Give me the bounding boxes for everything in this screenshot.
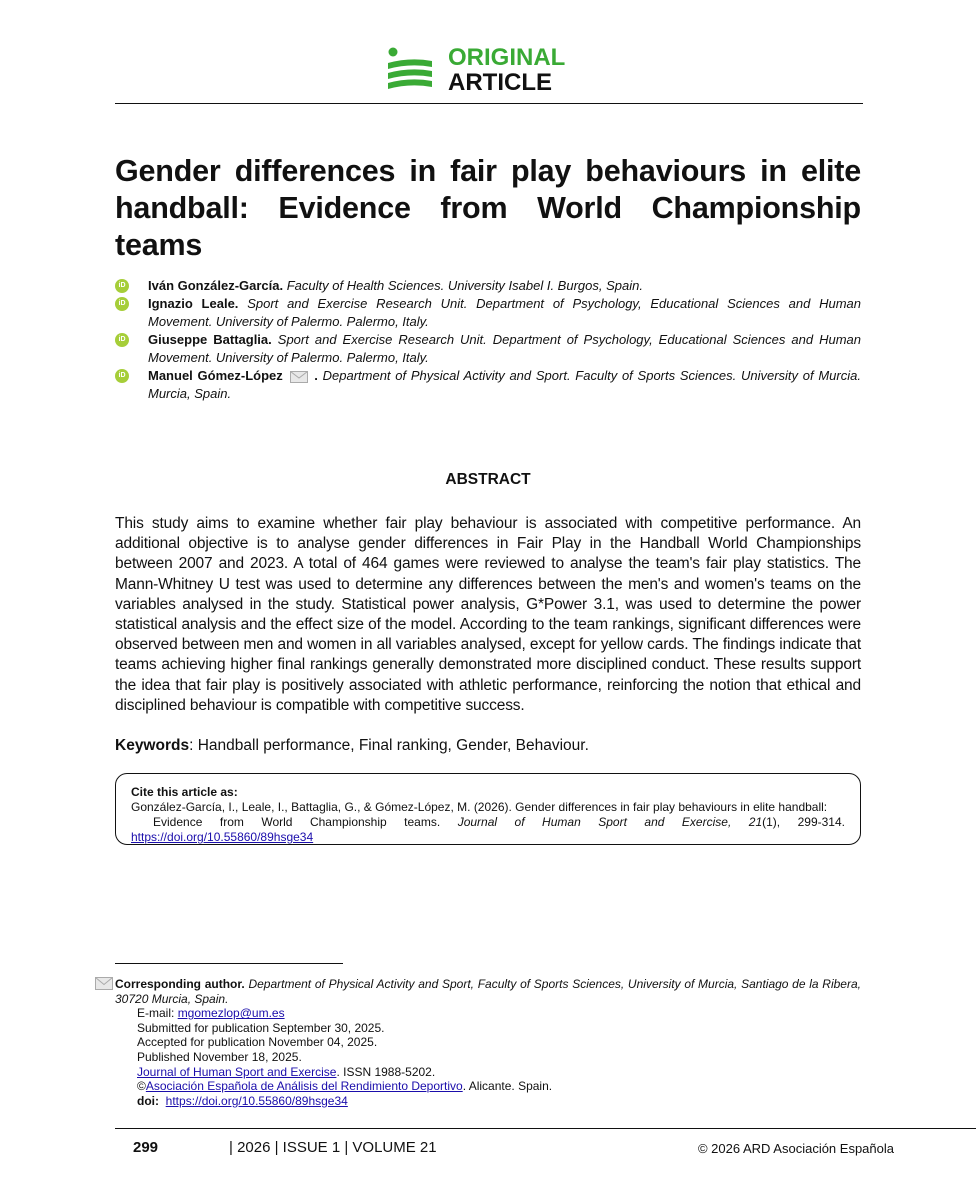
author-entry: [115, 295, 861, 331]
author-name-suffix: .: [314, 368, 318, 383]
logo-line-original: ORIGINAL: [448, 44, 566, 71]
article-title: Gender differences in fair play behaviours in elite handball: Evidence from World Championship teams: [115, 154, 861, 262]
citation-issue: (1), 299-314.: [762, 815, 845, 829]
header-divider: [115, 103, 863, 104]
abstract-heading: ABSTRACT: [445, 471, 531, 488]
journal-line: [137, 1065, 861, 1080]
corresponding-author-note: [115, 977, 861, 1006]
citation-title-cont: Evidence from World Championship teams.: [153, 815, 441, 829]
author-affiliation: Department of Physical Activity and Sport. Faculty of Sports Sciences. University of Murcia. Murcia, Spain.: [148, 368, 861, 401]
citation-journal: Journal of Human Sport and Exercise, 21: [457, 815, 763, 829]
citation-box: [115, 773, 861, 845]
orcid-icon[interactable]: iD: [115, 297, 129, 311]
author-affiliation: Sport and Exercise Research Unit. Department of Psychology, Educational Sciences and Human Movement. University of Palermo. Palermo, Italy.: [148, 296, 861, 329]
author-list: [115, 277, 861, 403]
footer-divider: [115, 1128, 976, 1129]
corresponding-address: Department of Physical Activity and Sport, Faculty of Sports Sciences, University of Murcia, Santiago de la Ribera, 30720 Murcia, Spain.: [115, 977, 861, 1006]
orcid-icon[interactable]: iD: [115, 369, 129, 383]
journal-link[interactable]: Journal of Human Sport and Exercise: [137, 1064, 337, 1079]
publication-details: [115, 1006, 861, 1108]
orcid-icon[interactable]: iD: [115, 279, 129, 293]
envelope-icon: [95, 977, 113, 990]
author-entry: [115, 277, 861, 295]
email-link[interactable]: mgomezlop@um.es: [177, 1006, 285, 1021]
issue-info: | 2026 | ISSUE 1 | VOLUME 21: [229, 1139, 437, 1156]
abstract-text: This study aims to examine whether fair play behaviour is associated with competitive performance. An additional objective is to analyse gender differences in Fair Play in the Handball World Championships between 2007 and 2023. A total of 464 games were reviewed to analyse the team's fair play statistics. The Mann-Whitney U test was used to determine any differences between the men's and women's teams on the variables analysed in the study. Statistical power analysis, G*Power 3.1, was used to determine the power statistical analysis and the effect size of the model. According to the team rankings, significant differences were observed between men and women in all variables analysed, except for yellow cards. The findings indicate that teams achieving higher final rankings generally demonstrated more disciplined conduct. These results support the idea that fair play is positively associated with athletic performance, reinforcing the notion that ethical and disciplined behaviour is compatible with competitive success.: [115, 515, 861, 714]
author-affiliation: Sport and Exercise Research Unit. Department of Psychology, Educational Sciences and Human Movement. University of Palermo. Palermo, Italy.: [148, 332, 861, 365]
original-article-logo-icon: [386, 46, 434, 94]
citation-heading: Cite this article as:: [131, 785, 238, 799]
footer-copyright: © 2026 ARD Asociación Española: [697, 1141, 894, 1156]
citation-text: [131, 800, 845, 845]
author-name: Ignazio Leale.: [148, 296, 239, 311]
accepted-date: Accepted for publication November 04, 2025.: [137, 1035, 378, 1050]
citation-doi-link[interactable]: https://doi.org/10.55860/89hsge34: [131, 830, 314, 844]
corresponding-label: Corresponding author.: [115, 977, 245, 991]
author-affiliation: Faculty of Health Sciences. University Isabel I. Burgos, Spain.: [286, 278, 643, 293]
footnote: [115, 977, 861, 1108]
submitted-date: Submitted for publication September 30, 2025.: [137, 1020, 385, 1035]
logo-line-article: ARTICLE: [448, 69, 552, 96]
keywords-label: Keywords: [115, 737, 190, 754]
email-label: E-mail:: [137, 1006, 175, 1021]
footnote-divider: [115, 963, 343, 964]
page-number: 299: [133, 1139, 159, 1156]
envelope-icon[interactable]: [290, 371, 308, 383]
association-line: [137, 1079, 861, 1094]
published-date: Published November 18, 2025.: [137, 1049, 302, 1064]
keywords: [115, 736, 861, 756]
doi-line: [137, 1094, 861, 1109]
author-entry: [115, 367, 861, 403]
keywords-list: : Handball performance, Final ranking, Gender, Behaviour.: [189, 737, 589, 754]
author-name: Manuel Gómez-López: [148, 368, 283, 383]
copyright-symbol: ©: [137, 1079, 146, 1094]
author-name: Iván González-García.: [148, 278, 284, 293]
association-city: . Alicante. Spain.: [462, 1079, 553, 1094]
orcid-icon[interactable]: iD: [115, 333, 129, 347]
doi-link[interactable]: https://doi.org/10.55860/89hsge34: [165, 1093, 348, 1108]
author-entry: [115, 331, 861, 367]
logo-text: [448, 45, 565, 95]
issn: . ISSN 1988-5202.: [336, 1064, 436, 1079]
association-link[interactable]: Asociación Española de Análisis del Rendimiento Deportivo: [145, 1079, 463, 1094]
journal-logo: [386, 46, 596, 96]
email-line: [137, 1006, 861, 1021]
author-name: Giuseppe Battaglia.: [148, 332, 272, 347]
doi-label: doi:: [137, 1093, 159, 1108]
citation-authors: González-García, I., Leale, I., Battaglia, G., & Gómez-López, M. (2026). Gender differences in fair play behaviours in elite handball:: [131, 800, 828, 814]
